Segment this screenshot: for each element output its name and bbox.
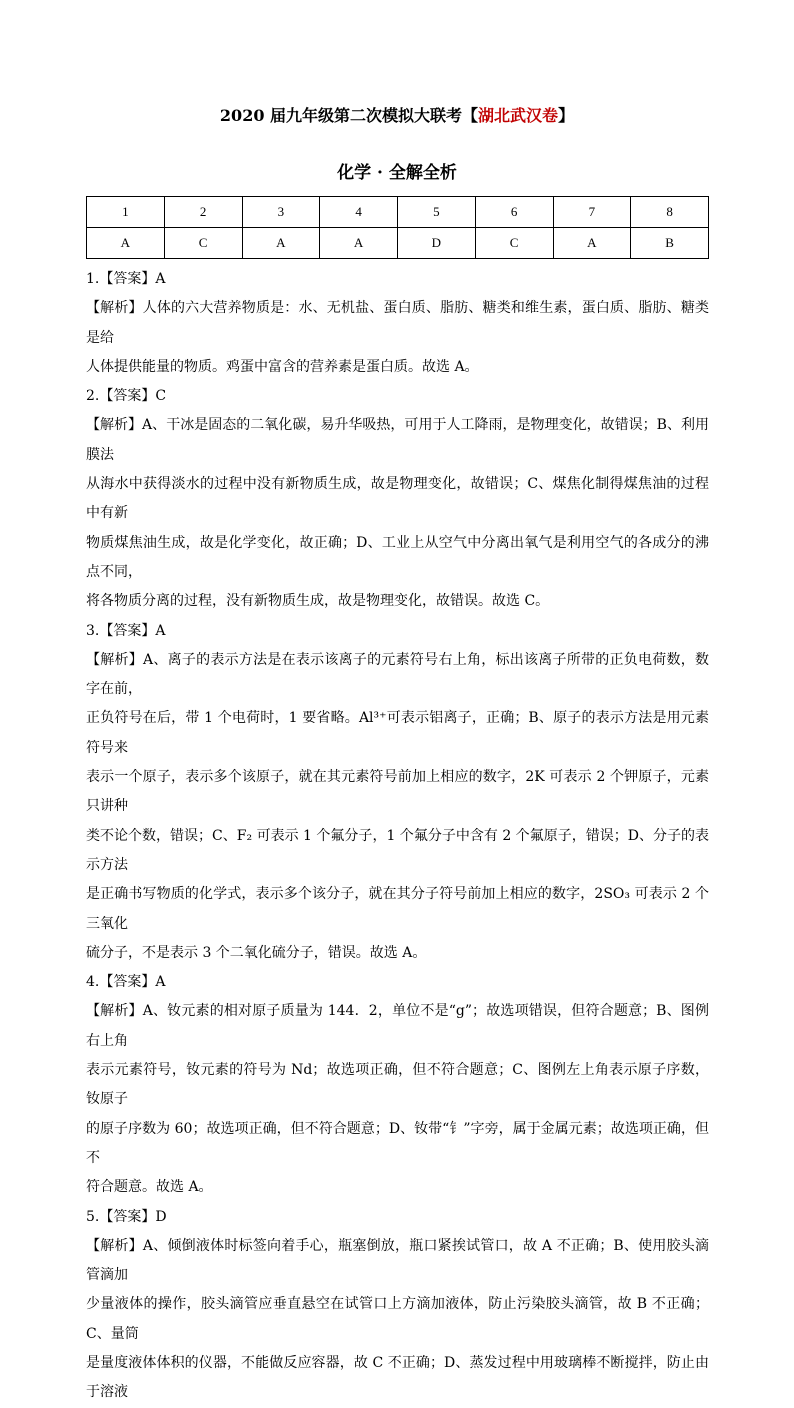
question-5-analysis-line: 少量液体的操作，胶头滴管应垂直悬空在试管口上方滴加液体，防止污染胶头滴管，故 B 不正确；C、量筒 [86,1296,709,1342]
answer-cell: A [553,228,631,259]
answer-cell: D [398,228,476,259]
question-number-cell: 2 [164,197,242,228]
title-bracket-close: 】 [558,106,575,125]
question-1-answer: 1.【答案】A [86,271,166,287]
question-5-analysis-line: 【解析】A、倾倒液体时标签向着手心，瓶塞倒放，瓶口紧挨试管口，故 A 不正确；B、使用胶头滴管滴加 [86,1237,709,1284]
exam-title [0,104,794,128]
analysis-subtitle: 化学 · 全解全析 [337,163,457,183]
question-number-cell: 4 [320,197,398,228]
question-2-analysis-line: 从海水中获得淡水的过程中没有新物质生成，故是物理变化，故错误；C、煤焦化制得煤焦油的过程中有新 [86,476,709,522]
question-3-analysis-line: 正负符号在后，带 1 个电荷时，1 要省略。Al³⁺可表示铝离子，正确；B、原子的表示方法是用元素符号来 [86,710,709,756]
question-3-analysis-line: 硫分子，不是表示 3 个二氧化硫分子，错误。故选 A。 [86,944,427,961]
title-region: 湖北武汉卷 [478,106,559,125]
answer-cell: A [87,228,165,259]
question-4-analysis-line: 的原子序数为 60；故选项正确，但不符合题意；D、钕带“钅”字旁，属于金属元素；故选项正确，但不 [86,1120,709,1166]
title-bracket-open: 【 [462,106,479,125]
question-2-analysis-line: 将各物质分离的过程，没有新物质生成，故是物理变化，故错误。故选 C。 [86,593,550,610]
question-5-answer: 5.【答案】D [86,1208,167,1225]
answer-table [86,196,709,259]
question-3-analysis-line: 表示一个原子，表示多个该原子，就在其元素符号前加上相应的数字，2K 可表示 2 个钾原子，元素只讲种 [86,769,709,815]
question-2-analysis-line: 【解析】A、干冰是固态的二氧化碳，易升华吸热，可用于人工降雨，是物理变化，故错误；B、利用膜法 [86,417,709,463]
question-number-cell: 6 [475,197,553,228]
analysis-content [86,265,709,1408]
question-3-analysis-line: 是正确书写物质的化学式，表示多个该分子，就在其分子符号前加上相应的数字，2SO₃ 可表示 2 个三氧化 [86,886,709,932]
question-4-analysis-line: 【解析】A、钕元素的相对原子质量为 144．2，单位不是“g”；故选项错误，但符合题意；B、图例右上角 [86,1003,709,1049]
answer-table-number-row [87,197,709,228]
question-1-analysis-line: 人体提供能量的物质。鸡蛋中富含的营养素是蛋白质。故选 A。 [86,358,479,375]
question-3-analysis-line: 【解析】A、离子的表示方法是在表示该离子的元素符号右上角，标出该离子所带的正负电荷数，数字在前， [86,651,709,698]
question-number-cell: 8 [631,197,709,228]
question-3-analysis-line: 类不论个数，错误；C、F₂ 可表示 1 个氟分子，1 个氟分子中含有 2 个氟原子，错误；D、分子的表示方法 [86,827,709,873]
question-number-cell: 3 [242,197,320,228]
answer-cell: C [164,228,242,259]
question-number-cell: 1 [87,197,165,228]
answer-table-answer-row [87,228,709,259]
question-2-analysis-line: 物质煤焦油生成，故是化学变化，故正确；D、工业上从空气中分离出氧气是利用空气的各成分的沸点不同， [86,534,709,580]
question-3-answer: 3.【答案】A [86,622,166,639]
question-4-analysis-line: 符合题意。故选 A。 [86,1179,213,1196]
question-number-cell: 7 [553,197,631,228]
question-5-analysis-line: 是量度液体体积的仪器，不能做反应容器，故 C 不正确；D、蒸发过程中用玻璃棒不断搅拌，防止由于溶液 [86,1354,709,1401]
question-number-cell: 5 [398,197,476,228]
question-2-answer: 2.【答案】C [86,388,167,405]
answer-cell: B [631,228,709,259]
question-4-answer: 4.【答案】A [86,974,166,991]
answer-cell: A [320,228,398,259]
question-4-analysis-line: 表示元素符号，钕元素的符号为 Nd；故选项正确，但不符合题意；C、图例左上角表示原子序数，钕原子 [86,1062,709,1108]
answer-cell: A [242,228,320,259]
title-main: 2020 届九年级第二次模拟大联考 [219,106,463,125]
answer-cell: C [475,228,553,259]
question-1-analysis-line: 【解析】人体的六大营养物质是：水、无机盐、蛋白质、脂肪、糖类和维生素，蛋白质、脂肪、糖类是给 [86,300,709,346]
